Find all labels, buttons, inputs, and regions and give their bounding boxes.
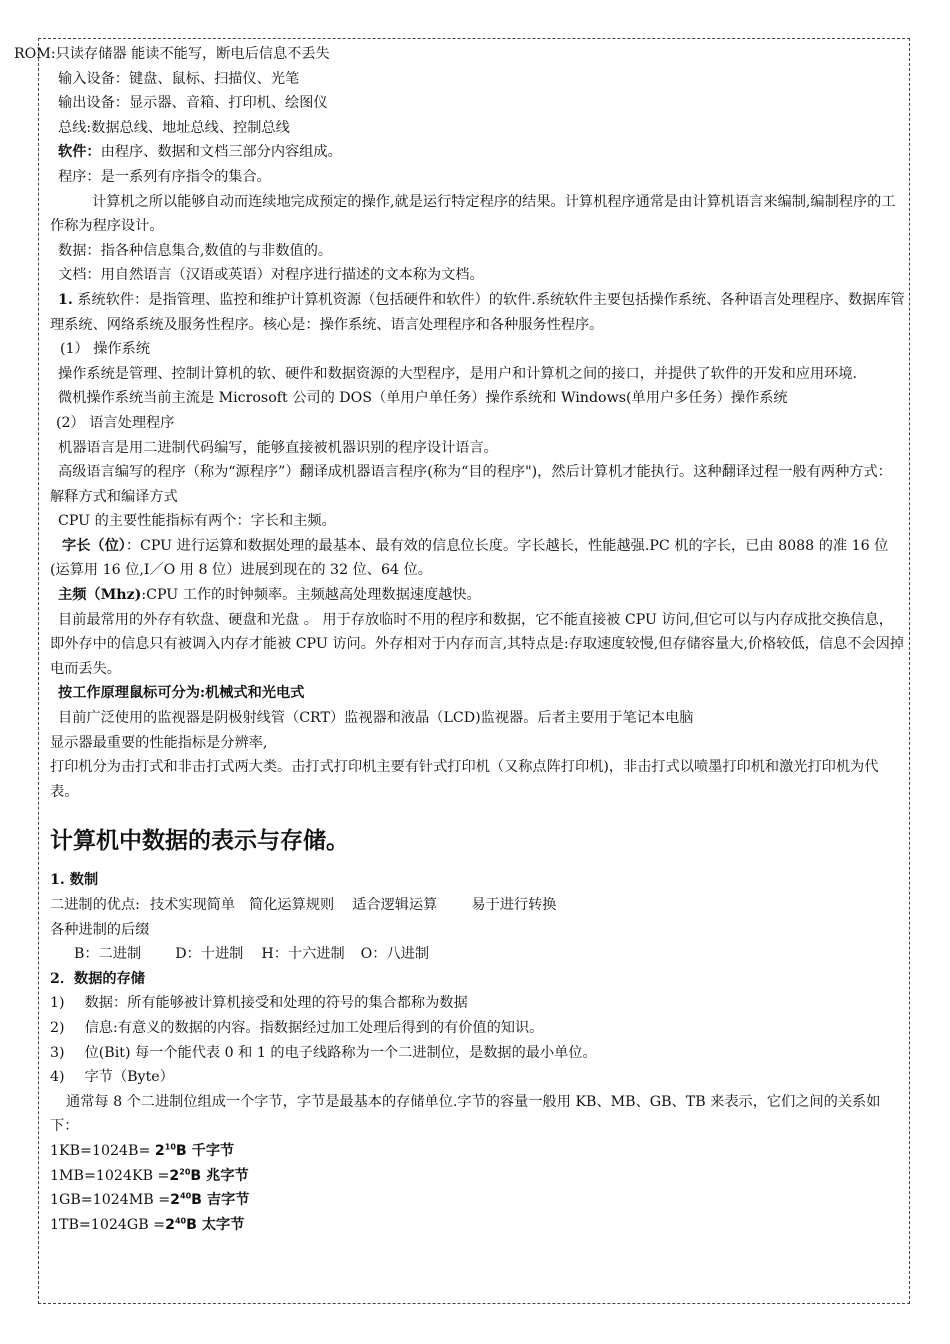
item-number: 1) bbox=[50, 995, 65, 1012]
unit-tb bbox=[50, 1213, 906, 1238]
suffix-heading: 各种进制的后缀 bbox=[50, 921, 150, 938]
output-devices: 输出设备：显示器、音箱、打印机、绘图仪 bbox=[58, 95, 328, 112]
language-processor-heading: (2） 语言处理程序 bbox=[56, 414, 175, 431]
high-level-language-text: 高级语言编写的程序（称为“源程序”）翻译成机器语言程序(称为“目的程序")，然后计算机才能执行。这种翻译过程一般有两种方式：解释方式和编译方式 bbox=[50, 464, 892, 505]
software-text: 由程序、数据和文档三部分内容组成。 bbox=[100, 144, 342, 161]
unit-exponent: 10 bbox=[164, 1142, 176, 1152]
unit-name: B 太字节 bbox=[186, 1216, 245, 1233]
word-length-paragraph bbox=[50, 534, 906, 583]
item-number: 2) bbox=[50, 1019, 65, 1036]
byte-paragraph bbox=[50, 1090, 906, 1139]
bus-line: 总线:数据总线、地址总线、控制总线 bbox=[58, 119, 290, 136]
section-title: 计算机中数据的表示与存储。 bbox=[50, 828, 349, 855]
item-number: 4) bbox=[50, 1069, 65, 1086]
program-paragraph-text: 计算机之所以能够自动而连续地完成预定的操作,就是运行特定程序的结果。计算机程序通常是由计算机语言来编制,编制程序的工作称为程序设计。 bbox=[50, 193, 896, 235]
unit-equation: 1TB=1024GB = bbox=[50, 1216, 166, 1233]
system-software-paragraph bbox=[50, 288, 906, 337]
unit-base: 2 bbox=[170, 1192, 181, 1209]
unit-base: 2 bbox=[165, 1216, 175, 1233]
frequency-label: 主频（Mhz) bbox=[58, 587, 142, 604]
system-software-text: 系统软件：是指管理、监控和维护计算机资源（包括硬件和软件）的软件.系统软件主要包括操作系统、各种语言处理程序、数据库管理系统、网络系统及服务性程序。核心是：操作系统、语言处理程序和各种服务性程序。 bbox=[50, 291, 905, 333]
system-software-num: 1. bbox=[58, 291, 73, 308]
suffix-binary: B：二进制 bbox=[74, 946, 142, 963]
external-storage-text: 目前最常用的外存有软盘、硬盘和光盘 。 用于存放临时不用的程序和数据，它不能直接被 CPU 访问,但它可以与内存成批交换信息，即外存中的信息只有被调入内存才能被 CPU 访问。外存相对于内存而言,其特点是:存取速度较慢,但存储容量大,价格较低，信息不会因掉电而丢失。 bbox=[50, 611, 904, 677]
frequency-text: :CPU 工作的时钟频率。主频越高处理数据速度越快。 bbox=[141, 587, 481, 604]
unit-equation: 1GB=1024MB = bbox=[50, 1192, 171, 1209]
item-text: 位(Bit) 每一个能代表 0 和 1 的电子线路称为一个二进制位，是数据的最小单位。 bbox=[84, 1044, 597, 1061]
unit-name: B 吉字节 bbox=[191, 1192, 250, 1209]
advantage-4: 易于进行转换 bbox=[471, 897, 557, 913]
suffix-octal: O：八进制 bbox=[360, 946, 430, 963]
storage-item-3 bbox=[50, 1041, 906, 1066]
item-text: 字节（Byte） bbox=[84, 1069, 174, 1086]
software-line bbox=[50, 140, 906, 165]
printer-paragraph: 打印机分为击打式和非击打式两大类。击打式打印机主要有针式打印机（又称点阵打印机)，非击打式以喷墨打印机和激光打印机为代表。 bbox=[50, 759, 879, 800]
program-paragraph bbox=[50, 190, 906, 239]
high-level-language-paragraph bbox=[50, 460, 906, 509]
binary-advantages-line bbox=[50, 893, 906, 918]
unit-mb bbox=[50, 1164, 906, 1189]
advantage-3: 适合逻辑运算 bbox=[352, 897, 438, 913]
unit-exponent: 20 bbox=[179, 1166, 191, 1176]
word-length-text: ：CPU 进行运算和数据处理的最基本、最有效的信息位长度。字长越长，性能越强.PC 机的字长，已由 8088 的准 16 位(运算用 16 位,I／O 用 8 位）进展到现在的 32 位、64 位。 bbox=[50, 537, 889, 579]
input-devices: 输入设备：键盘、鼠标、扫描仪、光笔 bbox=[58, 70, 300, 87]
frequency-line bbox=[50, 583, 906, 608]
storage-heading: 2．数据的存储 bbox=[50, 970, 145, 987]
unit-base: 2 bbox=[154, 1142, 165, 1159]
data-line: 数据：指各种信息集合,数值的与非数值的。 bbox=[58, 242, 333, 259]
advantage-1: 技术实现简单 bbox=[149, 897, 236, 913]
document-line: 文档：用自然语言（汉语或英语）对程序进行描述的文本称为文档。 bbox=[58, 267, 484, 284]
document-body bbox=[14, 42, 906, 1237]
unit-base: 2 bbox=[169, 1167, 180, 1184]
os-paragraph-text: 操作系统是管理、控制计算机的软、硬件和数据资源的大型程序，是用户和计算机之间的接口，并提供了软件的开发和应用环境. bbox=[58, 365, 858, 382]
byte-paragraph-text: 通常每 8 个二进制位组成一个字节，字节是最基本的存储单位.字节的容量一般用 KB、MB、GB、TB 来表示，它们之间的关系如下： bbox=[50, 1093, 881, 1135]
unit-kb bbox=[50, 1139, 906, 1164]
unit-exponent: 40 bbox=[180, 1191, 192, 1201]
advantage-2: 简化运算规则 bbox=[249, 897, 335, 913]
resolution-line: 显示器最重要的性能指标是分辨率, bbox=[50, 734, 268, 751]
word-length-label: 字长（位） bbox=[62, 537, 126, 554]
unit-name: B 千字节 bbox=[175, 1142, 235, 1159]
unit-gb bbox=[50, 1188, 906, 1213]
software-label: 软件： bbox=[58, 144, 101, 161]
storage-item-2 bbox=[50, 1016, 906, 1041]
unit-exponent: 40 bbox=[174, 1215, 187, 1225]
cpu-metrics-line: CPU 的主要性能指标有两个：字长和主频。 bbox=[58, 513, 336, 530]
os-paragraph bbox=[50, 362, 906, 387]
machine-language-line: 机器语言是用二进制代码编写，能够直接被机器识别的程序设计语言。 bbox=[58, 439, 498, 456]
suffix-decimal: D：十进制 bbox=[175, 946, 244, 963]
unit-name: B 兆字节 bbox=[190, 1167, 249, 1184]
external-storage-paragraph bbox=[50, 608, 906, 682]
rom-line bbox=[14, 42, 906, 67]
rom-text: ROM:只读存储器 能读不能写，断电后信息不丢失 bbox=[14, 46, 330, 62]
item-text: 数据：所有能够被计算机接受和处理的符号的集合都称为数据 bbox=[84, 995, 468, 1012]
unit-equation: 1KB=1024B= bbox=[50, 1142, 155, 1159]
storage-item-1 bbox=[50, 991, 906, 1016]
item-text: 信息:有意义的数据的内容。指数据经过加工处理后得到的有价值的知识。 bbox=[84, 1019, 544, 1036]
storage-item-4 bbox=[50, 1065, 906, 1090]
number-system-heading: 1. 数制 bbox=[50, 872, 99, 889]
os-heading: (1） 操作系统 bbox=[60, 341, 151, 358]
binary-advantages-label: 二进制的优点: bbox=[50, 897, 140, 913]
microcomputer-os-line: 微机操作系统当前主流是 Microsoft 公司的 DOS（单用户单任务）操作系统和 Windows(单用户多任务）操作系统 bbox=[58, 390, 788, 407]
suffix-hex: H：十六进制 bbox=[261, 946, 345, 963]
suffix-list bbox=[50, 942, 906, 967]
unit-equation: 1MB=1024KB = bbox=[50, 1167, 170, 1184]
program-line: 程序：是一系列有序指令的集合。 bbox=[58, 168, 271, 185]
item-number: 3) bbox=[50, 1044, 65, 1061]
monitor-line: 目前广泛使用的监视器是阴极射线管（CRT）监视器和液晶（LCD)监视器。后者主要用于笔记本电脑 bbox=[58, 710, 694, 727]
mouse-types-line: 按工作原理鼠标可分为:机械式和光电式 bbox=[58, 685, 305, 702]
